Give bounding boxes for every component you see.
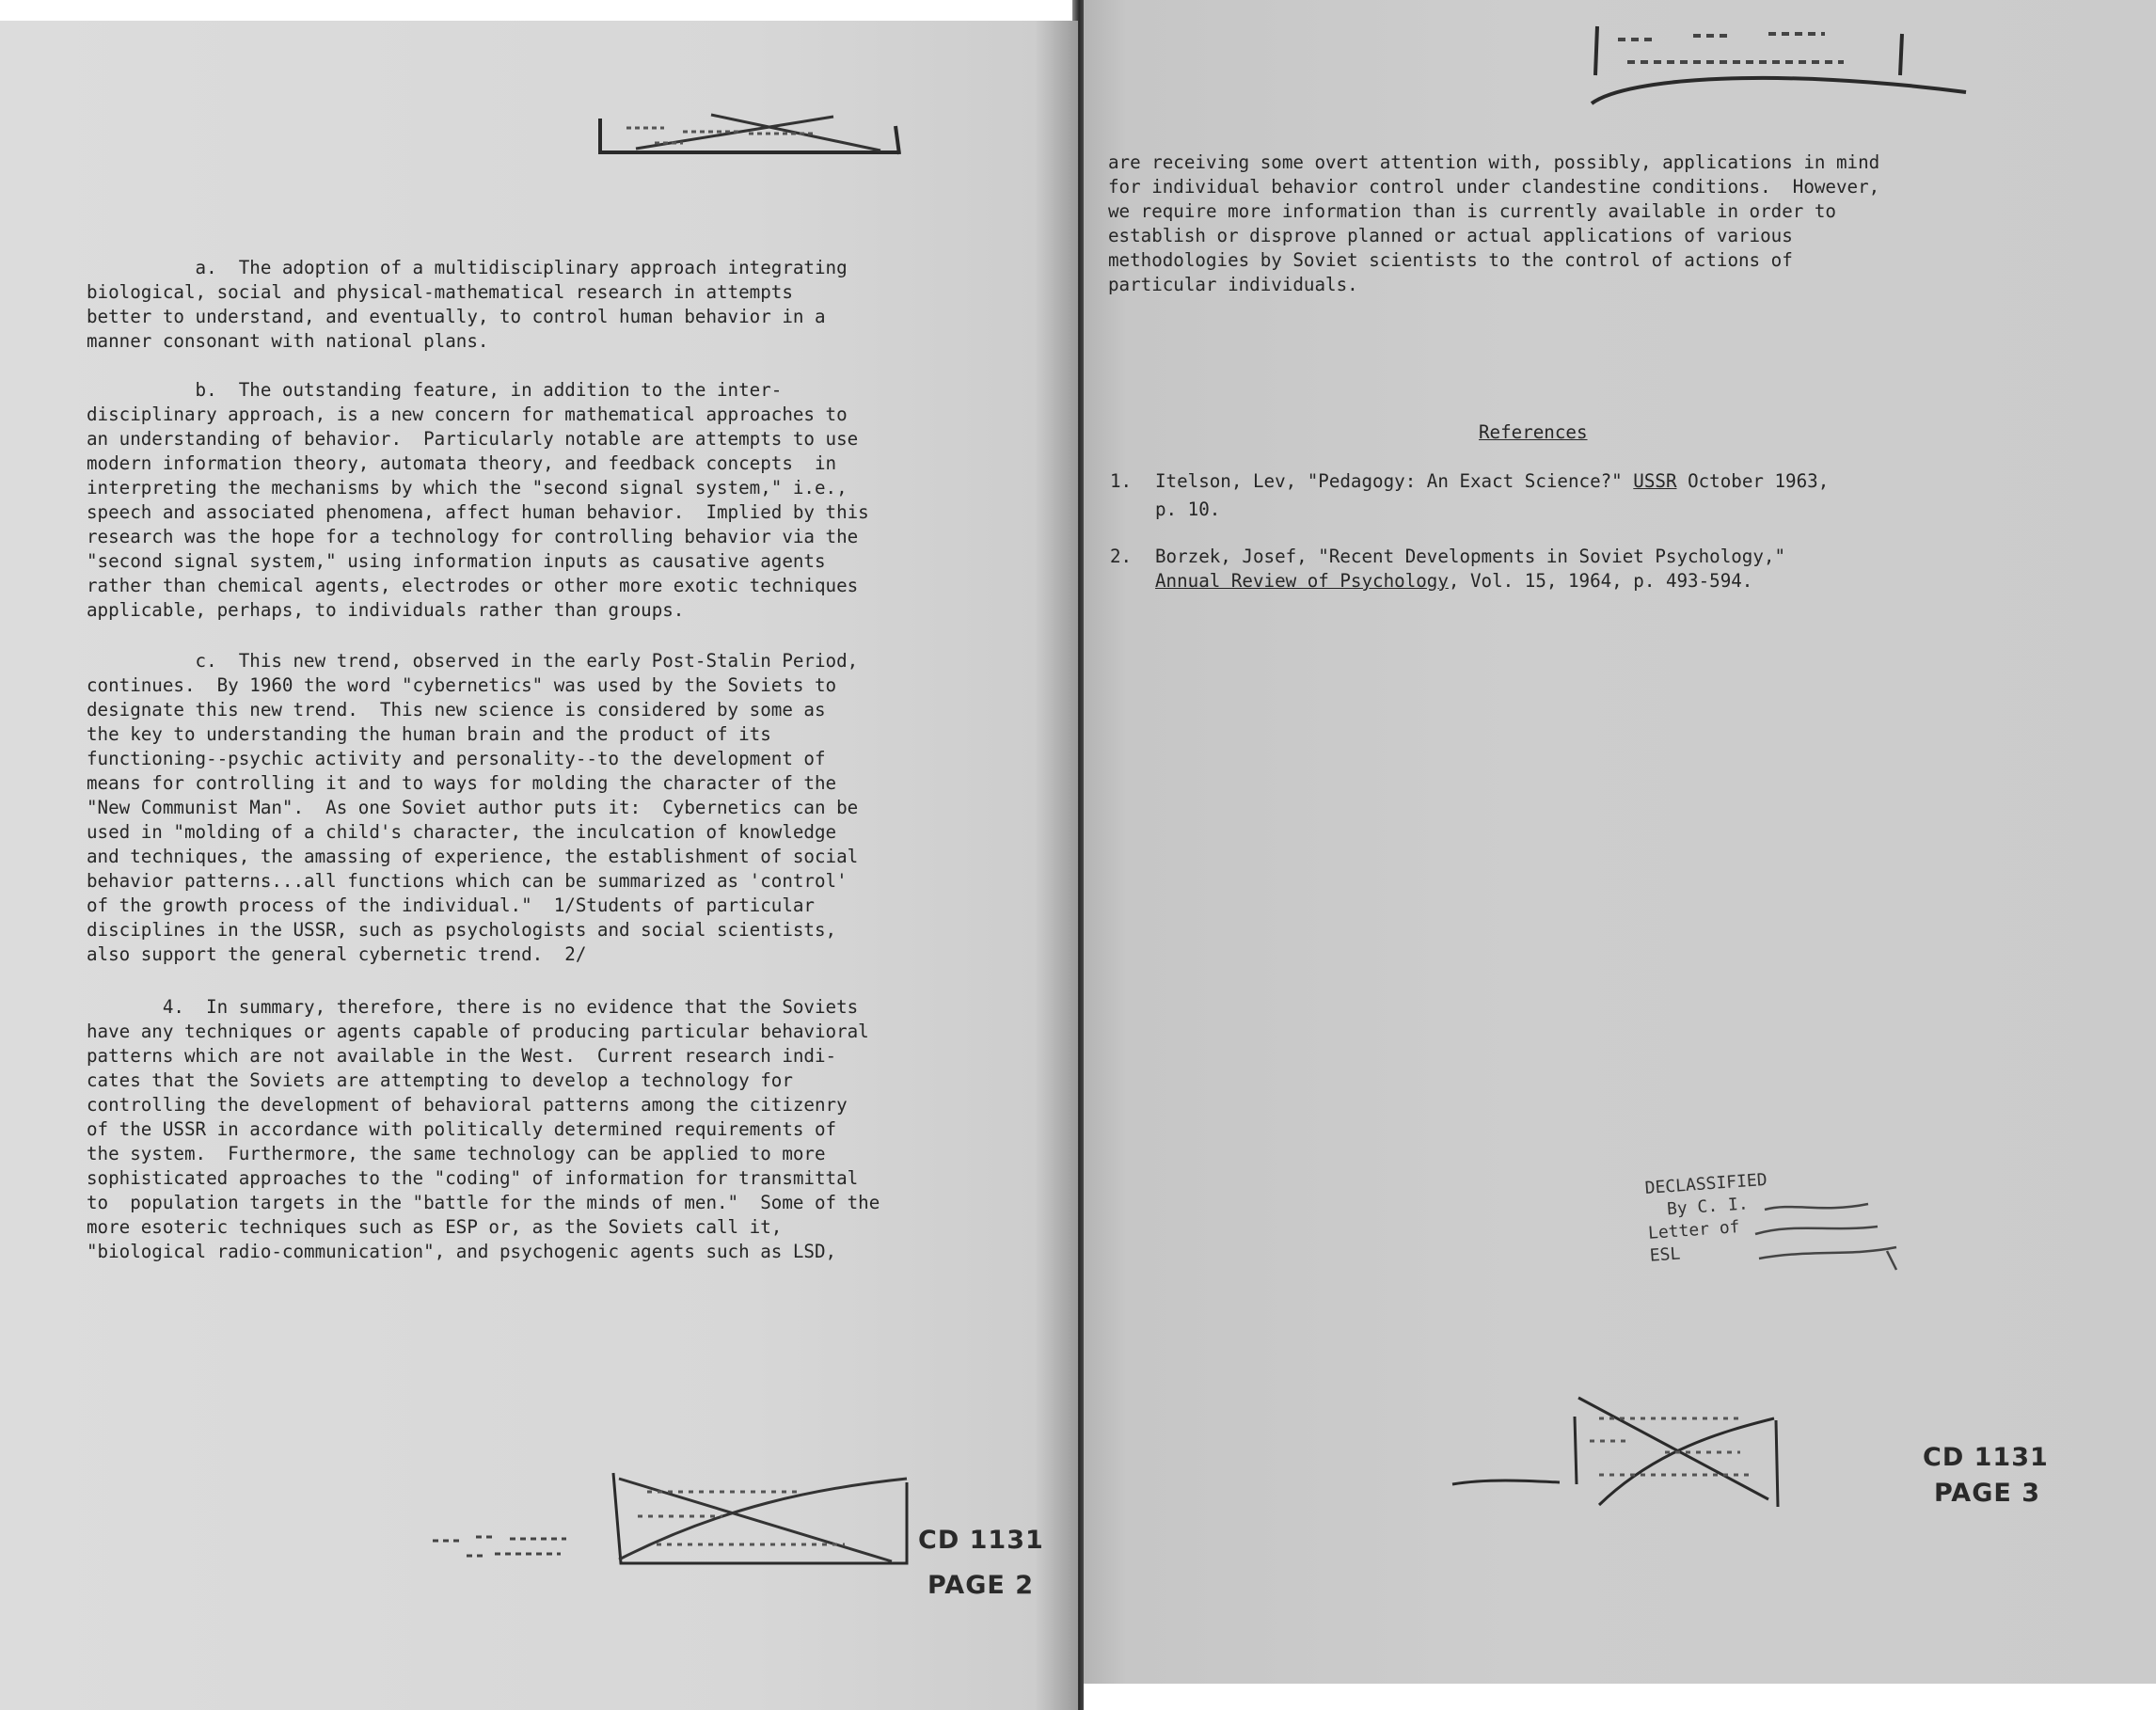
- reference-source: USSR: [1633, 470, 1677, 492]
- classification-stamp-bottom: [1449, 1394, 1806, 1516]
- reference-author: Itelson, Lev, "Pedagogy: An Exact Science?": [1155, 470, 1634, 492]
- page-number: PAGE 2: [927, 1571, 1034, 1600]
- declassified-esl: ESL: [1649, 1243, 1681, 1266]
- right-page: [1084, 0, 2156, 1684]
- reference-number: 2.: [1110, 546, 1133, 567]
- reference-source: Annual Review of Psychology: [1155, 570, 1449, 592]
- document-control-number: CD 1131: [1923, 1443, 2049, 1472]
- paragraph-a: a. The adoption of a multidisciplinary approach integrating biological, social and physical-mathematical research in attempts better to understand, and eventually, to control human behavior in a manner consonant with national plans.: [87, 257, 848, 352]
- reference-number: 1.: [1110, 470, 1133, 492]
- reference-details: , Vol. 15, 1964, p. 493-594.: [1448, 570, 1753, 592]
- initials-mark: [429, 1528, 579, 1565]
- reference-author: Borzek, Josef, "Recent Developments in Soviet Psychology,": [1155, 546, 1786, 567]
- paragraph-b: b. The outstanding feature, in addition to the inter- disciplinary approach, is a new concern for mathematical approaches to an understanding of behavior. Particularly notable are attempts to use modern information theory, automata theory, and feedback concepts in interpreting the mechanisms by which the "second signal system," i.e., speech and associated phenomena, affect human behavior. Implied by this research was the hope for a technology for controlling behavior via the "second signal system," using information inputs as causative agents rather than chemical agents, electrodes or other more exotic techniques applicable, perhaps, to individuals rather than groups.: [87, 379, 869, 621]
- reference-details-line2: p. 10.: [1155, 499, 1221, 520]
- document-control-number: CD 1131: [918, 1526, 1044, 1555]
- page-number: PAGE 3: [1934, 1479, 2040, 1508]
- classification-stamp-top: [1590, 21, 1966, 115]
- declassified-handwriting: [1736, 1195, 2037, 1279]
- declassified-label: DECLASSIFIED: [1644, 1169, 1768, 1198]
- declassified-letter: Letter of: [1647, 1217, 1741, 1243]
- references-heading: References: [1479, 421, 1588, 443]
- classification-stamp-bottom: [610, 1469, 920, 1573]
- reference-details: October 1963,: [1676, 470, 1830, 492]
- paragraph-4: 4. In summary, therefore, there is no evidence that the Soviets have any techniques or agents capable of producing particular behavioral patterns which are not available in the West. Current research indi- cates that the Soviets are attempting to develop a technology for controlling the development of behavioral patterns among the citizenry of the USSR in accordance with politically determined requirements of the system. Furthermore, the same technology can be applied to more sophisticated approaches to the "coding" of information for transmittal to population targets in the "battle for the minds of men." Some of the more esoteric techniques such as ESP or, as the Soviets call it, "biological radio-communication", and psychogenic agents such as LSD,: [87, 996, 880, 1262]
- paragraph-c: c. This new trend, observed in the early Post-Stalin Period, continues. By 1960 the word "cybernetics" was used by the Soviets to designate this new trend. This new science is considered by some as the key to understanding the human brain and the product of its functioning--psychic activity and personality--to the development of means for controlling it and to ways for molding the character of the "New Communist Man". As one Soviet author puts it: Cybernetics can be used in "molding of a child's character, the inculcation of knowledge and techniques, the amassing of experience, the establishment of social behavior patterns...all functions which can be summarized as 'control' of the growth process of the individual." 1/Students of particular disciplines in the USSR, such as psychologists and social scientists, also support the general cybernetic trend. 2/: [87, 650, 859, 965]
- declassified-by: By C. I.: [1666, 1194, 1750, 1220]
- continuation-paragraph: are receiving some overt attention with, possibly, applications in mind for individual behavior control under clandestine conditions. However, we require more information than is currently available in order to establish or disprove planned or actual applications of various methodologies by Soviet scientists to the control of actions of particular individuals.: [1108, 151, 1880, 295]
- left-page: [0, 21, 1078, 1710]
- classification-stamp-top: [598, 107, 909, 182]
